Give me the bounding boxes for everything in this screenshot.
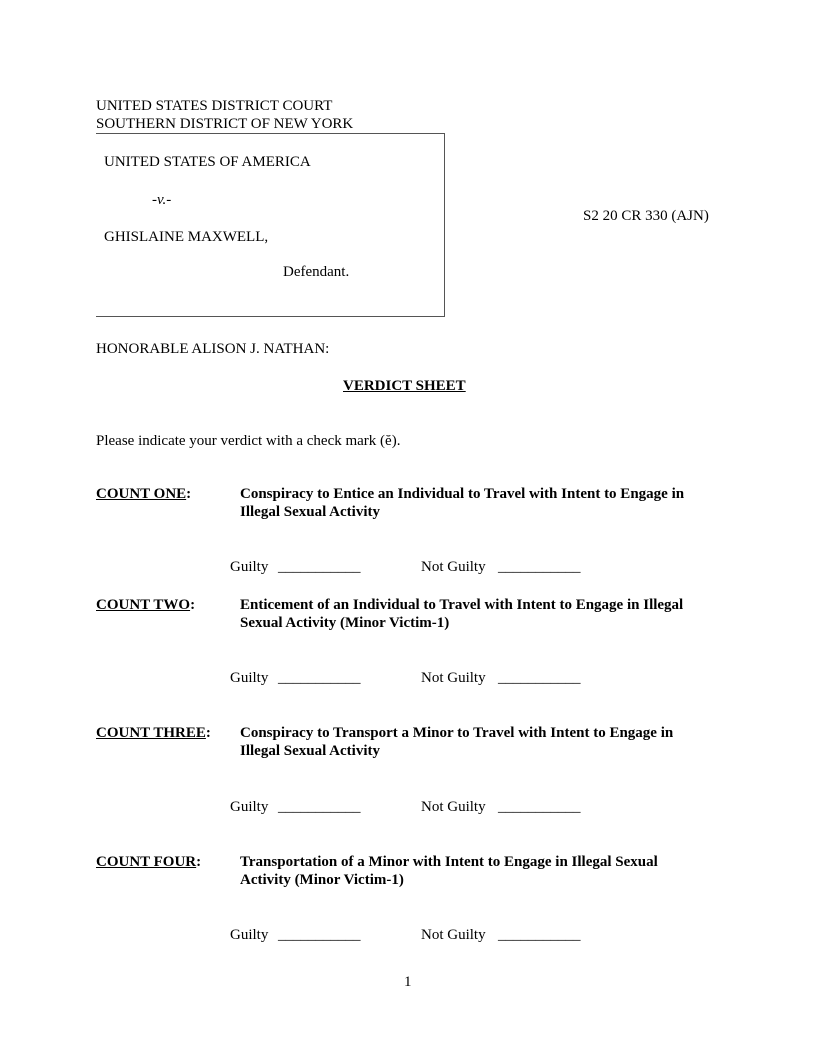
guilty-blank: ___________ [278, 670, 361, 686]
versus-text: -v.- [152, 192, 172, 208]
court-district: SOUTHERN DISTRICT OF NEW YORK [96, 116, 354, 132]
guilty-label: Guilty [230, 670, 269, 686]
not-guilty-label: Not Guilty [421, 927, 486, 943]
count-title: Conspiracy to Transport a Minor to Travel with Intent to Engage in Illegal Sexual Activity [240, 725, 674, 759]
case-number: S2 20 CR 330 (AJN) [583, 208, 709, 224]
count-label: COUNT THREE: [96, 725, 211, 741]
defendant-name: GHISLAINE MAXWELL, [104, 229, 269, 245]
count-title: Enticement of an Individual to Travel with Intent to Engage in Illegal Sexual Activity (Minor Victim-1) [240, 597, 684, 631]
not-guilty-label: Not Guilty [421, 799, 486, 815]
plaintiff-name: UNITED STATES OF AMERICA [104, 154, 311, 170]
guilty-blank: ___________ [278, 559, 361, 575]
defendant-label: Defendant. [283, 264, 350, 280]
court-name: UNITED STATES DISTRICT COURT [96, 98, 333, 114]
not-guilty-label: Not Guilty [421, 559, 486, 575]
count-label: COUNT ONE: [96, 486, 192, 502]
not-guilty-blank: ___________ [498, 559, 581, 575]
count-title: Transportation of a Minor with Intent to Engage in Illegal Sexual Activity (Minor Victim-1) [240, 854, 658, 888]
judge-line: HONORABLE ALISON J. NATHAN: [96, 341, 330, 357]
page-title: VERDICT SHEET [343, 378, 466, 394]
count-title: Conspiracy to Entice an Individual to Travel with Intent to Engage in Illegal Sexual Activity [240, 486, 685, 520]
not-guilty-blank: ___________ [498, 799, 581, 815]
not-guilty-label: Not Guilty [421, 670, 486, 686]
instruction-text: Please indicate your verdict with a check mark (ĕ). [96, 433, 401, 449]
guilty-label: Guilty [230, 559, 269, 575]
page-number: 1 [404, 974, 412, 990]
not-guilty-blank: ___________ [498, 927, 581, 943]
count-label: COUNT TWO: [96, 597, 196, 613]
guilty-label: Guilty [230, 927, 269, 943]
not-guilty-blank: ___________ [498, 670, 581, 686]
count-label: COUNT FOUR: [96, 854, 202, 870]
guilty-blank: ___________ [278, 799, 361, 815]
guilty-label: Guilty [230, 799, 269, 815]
guilty-blank: ___________ [278, 927, 361, 943]
